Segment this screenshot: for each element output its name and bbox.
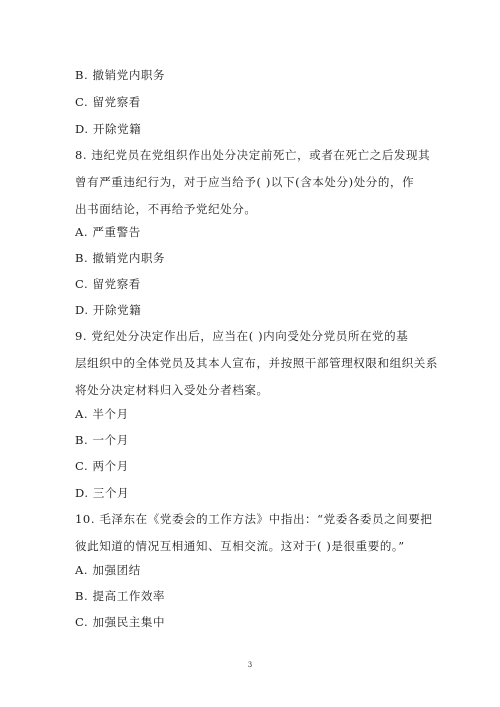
option-c: C. 加强民主集中 — [75, 615, 166, 629]
option-b: B. 撤销党内职务 — [75, 251, 166, 265]
option-d: D. 三个月 — [75, 486, 130, 500]
question-9-line: 层组织中的全体党员及其本人宣布，并按照干部管理权限和组织关系 — [75, 356, 438, 370]
option-a: A. 严重警告 — [75, 225, 141, 239]
question-10-line: 10. 毛泽东在《党委会的工作方法》中指出：“党委各委员之间要把 — [75, 512, 433, 526]
option-a: A. 加强团结 — [75, 563, 141, 577]
page-number: 3 — [247, 661, 253, 669]
question-8-line: 8. 违纪党员在党组织作出处分决定前死亡，或者在死亡之后发现其 — [75, 148, 431, 162]
question-10 — [75, 512, 437, 553]
option-b: B. 撤销党内职务 — [75, 68, 166, 82]
question-9-line: 将处分决定材料归入受处分者档案。 — [75, 383, 269, 397]
option-b: B. 提高工作效率 — [75, 589, 166, 603]
option-d: D. 开除党籍 — [75, 122, 142, 136]
question-8-line: 出书面结论，不再给予党纪处分。 — [75, 202, 257, 216]
question-8-line: 曾有严重违纪行为，对于应当给予( )以下(含本处分)处分的，作 — [75, 175, 415, 189]
option-c: C. 两个月 — [75, 459, 129, 473]
question-10-line: 彼此知道的情况互相通知、互相交流。这对于( )是很重要的。” — [75, 539, 405, 553]
option-d: D. 开除党籍 — [75, 303, 142, 317]
option-c: C. 留党察看 — [75, 277, 141, 291]
question-8 — [75, 148, 437, 216]
option-a: A. 半个月 — [75, 407, 129, 421]
question-9 — [75, 329, 437, 397]
option-b: B. 一个月 — [75, 433, 129, 447]
option-c: C. 留党察看 — [75, 95, 141, 109]
question-9-line: 9. 党纪处分决定作出后，应当在( )内向受处分党员所在党的基 — [75, 329, 409, 343]
